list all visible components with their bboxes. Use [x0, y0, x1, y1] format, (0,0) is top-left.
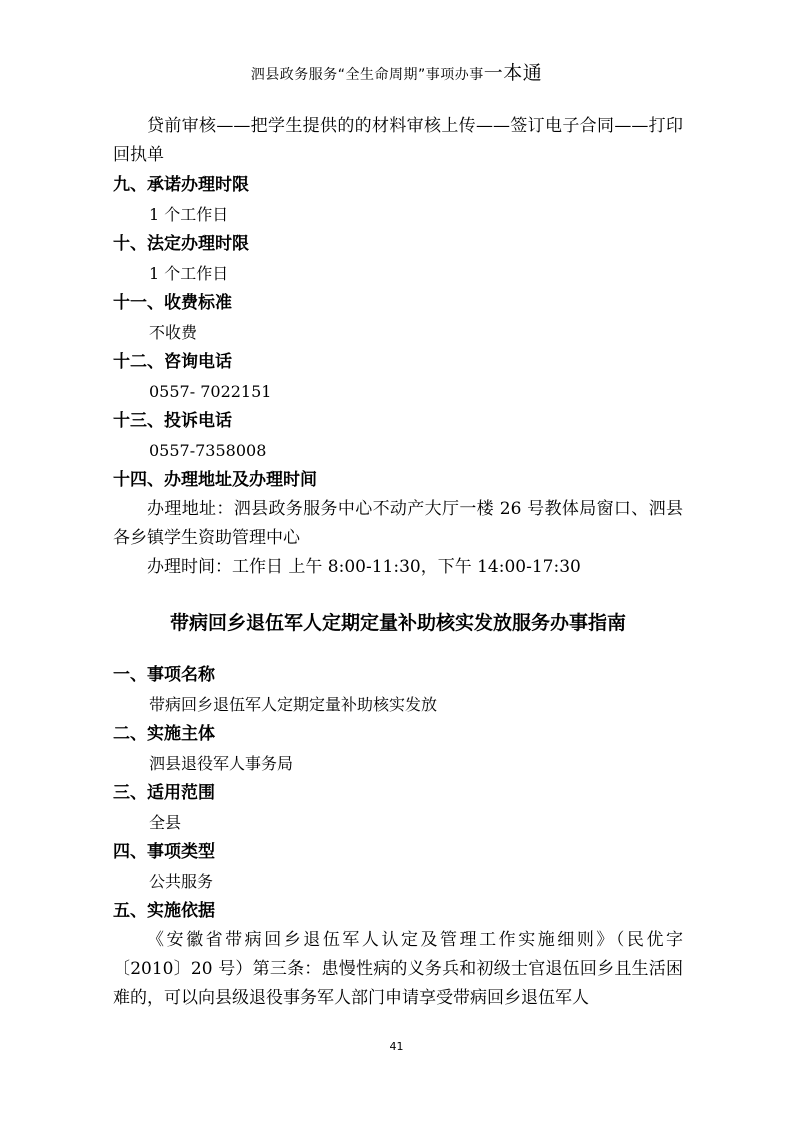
section-heading: 三、适用范围: [113, 783, 215, 803]
section-value: 公共服务: [149, 872, 214, 891]
section-heading: 五、实施依据: [113, 901, 215, 921]
section-value: 全县: [149, 813, 182, 832]
consult-phone: 0557- 7022151: [149, 382, 272, 401]
address-line: 办理地址：泗县政务服务中心不动产大厅一楼 26 号教体局窗口、泗县各乡镇学生资助管理中心: [113, 499, 683, 548]
section-heading: 四、事项类型: [113, 842, 215, 862]
section-item: [113, 229, 683, 288]
section-value: 1 个工作日: [149, 264, 229, 283]
page-content: [113, 112, 683, 1013]
section-item: [113, 170, 683, 229]
section-item: [113, 347, 683, 406]
section-item: [113, 288, 683, 347]
guide-title: 带病回乡退伍军人定期定量补助核实发放服务办事指南: [169, 612, 626, 634]
section-item: [113, 719, 683, 778]
section-heading: 十四、办理地址及办理时间: [113, 470, 317, 490]
page-number: 41: [389, 1040, 404, 1053]
running-header: [0, 58, 793, 85]
section-heading: 一、事项名称: [113, 665, 215, 685]
section-value: 带病回乡退伍军人定期定量补助核实发放: [149, 695, 438, 714]
header-text: 泗县政务服务“全生命周期”事项办事: [250, 67, 484, 83]
section-item: [113, 660, 683, 719]
address-section: [113, 465, 683, 582]
section-value: 泗县退役军人事务局: [149, 754, 294, 773]
hours-line: 办理时间：工作日 上午 8:00-11:30，下午 14:00-17:30: [147, 557, 581, 577]
process-paragraph: 贷前审核——把学生提供的的材料审核上传——签订电子合同——打印回执单: [113, 116, 683, 165]
section-value: 不收费: [149, 323, 198, 342]
section-heading: 二、实施主体: [113, 724, 215, 744]
section-item: [113, 406, 683, 465]
section-value: 1 个工作日: [149, 205, 229, 224]
header-emphasis: 一本通: [483, 62, 543, 84]
basis-section: [113, 896, 683, 1013]
section-heading: 十、法定办理时限: [113, 234, 249, 254]
section-heading: 十三、投诉电话: [113, 411, 232, 431]
section-heading: 十二、咨询电话: [113, 352, 232, 372]
section-item: [113, 778, 683, 837]
section-item: [113, 837, 683, 896]
section-heading: 九、承诺办理时限: [113, 175, 249, 195]
basis-paragraph: 《安徽省带病回乡退伍军人认定及管理工作实施细则》（民优字〔2010〕20 号）第三条：患慢性病的义务兵和初级士官退伍回乡且生活困难的，可以向县级退役事务军人部门申请享受带病回乡退伍军人: [113, 930, 683, 1008]
section-heading: 十一、收费标准: [113, 293, 232, 313]
complaint-phone: 0557-7358008: [149, 441, 267, 460]
